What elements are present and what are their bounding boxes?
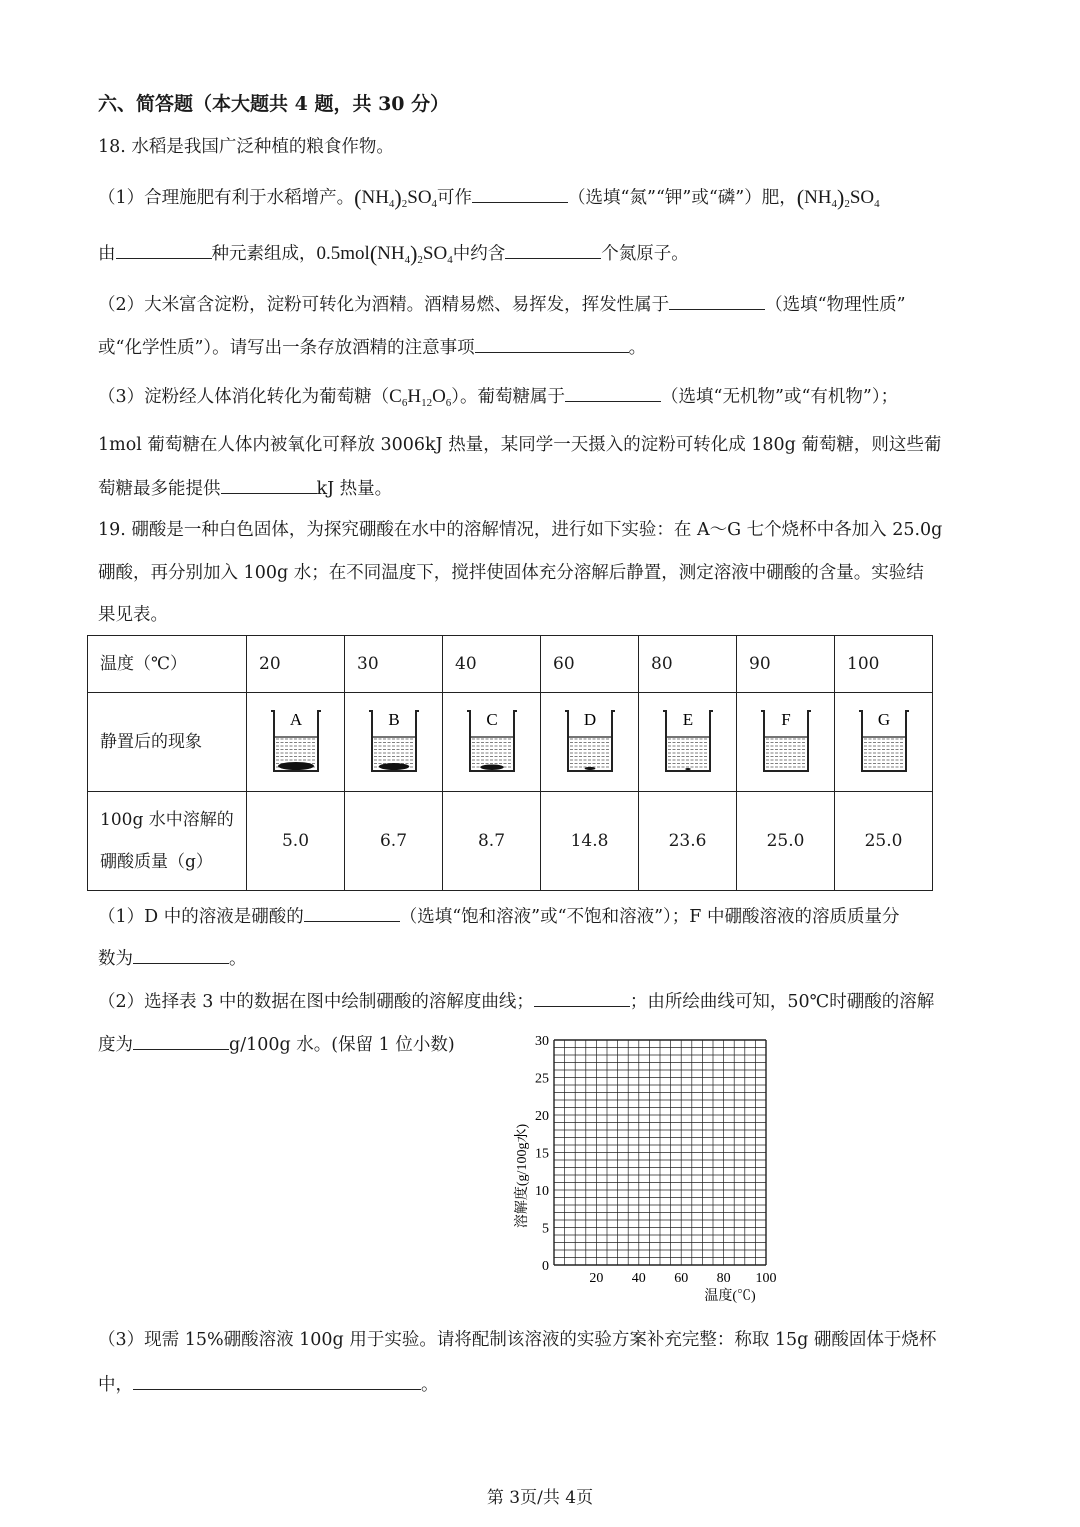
beaker-cell — [247, 693, 345, 792]
q18-part2-line1 — [98, 291, 906, 317]
text: 。 — [421, 1375, 439, 1395]
beaker-label: C — [485, 710, 498, 729]
q18-part3-line2: 1mol 葡萄糖在人体内被氧化可释放 3006kJ 热量，某同学一天摄入的淀粉可转化成 180g 葡萄糖，则这些葡 — [98, 435, 942, 455]
text: （2）大米富含淀粉，淀粉可转化为酒精。酒精易燃、易挥发，挥发性属于 — [98, 295, 670, 315]
q18-part2-line2 — [98, 334, 646, 360]
beaker-cell — [835, 693, 933, 792]
text: 度为 — [98, 1035, 133, 1055]
answer-blank-saturation[interactable] — [304, 903, 400, 922]
q18-part1-line1 — [98, 184, 880, 216]
q19-stem-line1: 19. 硼酸是一种白色固体，为探究硼酸在水中的溶解情况，进行如下实验：在 A～G 七个烧杯中各加入 25.0g — [98, 520, 943, 540]
mass-cell: 14.8 — [541, 792, 639, 891]
q19-part2-line1 — [98, 988, 934, 1014]
temp-cell: 30 — [345, 636, 443, 693]
text: 或“化学性质”）。请写出一条存放酒精的注意事项 — [98, 338, 475, 358]
text: （选填“饱和溶液”或“不饱和溶液”）；F 中硼酸溶液的溶质质量分 — [399, 907, 900, 927]
text: 个氮原子。 — [601, 244, 689, 264]
answer-blank-compound-type[interactable] — [565, 383, 661, 402]
answer-blank-nitrogen-atoms[interactable] — [505, 240, 601, 259]
temp-cell: 100 — [835, 636, 933, 693]
q19-part3-line1: （3）现需 15%硼酸溶液 100g 用于实验。请将配制该溶液的实验方案补充完整：称取 15g 硼酸固体于烧杯 — [98, 1330, 937, 1350]
beaker-label: B — [387, 710, 400, 729]
y-tick-label: 30 — [535, 1034, 549, 1049]
solubility-grid-chart[interactable] — [500, 1028, 800, 1308]
q18-part3-line1 — [98, 383, 898, 415]
text: kJ 热量。 — [316, 479, 393, 499]
text: （1）合理施肥有利于水稻增产。 — [98, 188, 355, 208]
beaker-label: A — [289, 710, 302, 729]
beaker-cell — [345, 693, 443, 792]
answer-blank-curve[interactable] — [534, 988, 630, 1007]
mass-cell: 5.0 — [247, 792, 345, 891]
beaker-cell — [443, 693, 541, 792]
text: ；由所绘曲线可知，50℃时硼酸的溶解 — [629, 992, 935, 1012]
text: ）。葡萄糖属于 — [451, 387, 566, 407]
answer-blank-mass-fraction[interactable] — [133, 945, 229, 964]
mass-cell: 25.0 — [737, 792, 835, 891]
row-header-temperature: 温度（℃） — [88, 636, 247, 693]
mass-cell: 23.6 — [639, 792, 737, 891]
y-tick-label: 0 — [542, 1259, 549, 1274]
q18-part1-line2 — [98, 240, 689, 272]
q18-stem: 18. 水稻是我国广泛种植的粮食作物。 — [98, 137, 394, 157]
answer-blank-property[interactable] — [669, 291, 765, 310]
temp-cell: 90 — [737, 636, 835, 693]
formula-ammonium-sulfate: $(NH_4)_2SO_4$ — [369, 241, 453, 266]
q18-part3-line3 — [98, 475, 392, 501]
mass-cell: 8.7 — [443, 792, 541, 891]
text: 种元素组成， — [211, 244, 317, 264]
solubility-table — [87, 635, 933, 891]
q19-part2-line2 — [98, 1031, 455, 1057]
answer-blank-heat[interactable] — [221, 475, 317, 494]
y-axis-label: 溶解度(g/100g水) — [515, 1123, 530, 1229]
text: 。 — [229, 949, 247, 969]
beaker-label: D — [583, 710, 596, 729]
y-tick-label: 20 — [535, 1109, 549, 1124]
x-tick-label: 80 — [716, 1271, 731, 1286]
table-row-mass — [88, 792, 933, 891]
text: 中约含 — [452, 244, 506, 264]
table-row-phenomenon — [88, 693, 933, 792]
text: 可作 — [437, 188, 473, 208]
row-header-phenomenon: 静置后的现象 — [88, 693, 247, 792]
text: （1）D 中的溶液是硼酸的 — [98, 907, 304, 927]
temp-cell: 60 — [541, 636, 639, 693]
q19-part1-line2 — [98, 945, 247, 971]
answer-blank-storage[interactable] — [475, 334, 629, 353]
text: （3）淀粉经人体消化转化为葡萄糖（ — [98, 387, 390, 407]
text: g/100g 水。(保留 1 位小数) — [229, 1035, 455, 1055]
text: 萄糖最多能提供 — [98, 479, 221, 499]
text: 数为 — [98, 949, 133, 969]
mass-cell: 6.7 — [345, 792, 443, 891]
answer-blank-solubility[interactable] — [133, 1031, 229, 1050]
table-row-temperature — [88, 636, 933, 693]
beaker-label: E — [682, 710, 693, 729]
precipitate — [584, 767, 595, 770]
y-tick-label: 25 — [535, 1071, 549, 1087]
temp-cell: 80 — [639, 636, 737, 693]
temp-cell: 40 — [443, 636, 541, 693]
q19-part1-line1 — [98, 903, 899, 929]
precipitate — [278, 762, 314, 770]
precipitate — [480, 764, 503, 770]
x-tick-label: 40 — [631, 1271, 646, 1286]
q19-stem-line2: 硼酸，再分别加入 100g 水；在不同温度下，搅拌使固体充分溶解后静置，测定溶液中硼酸的含量。实验结 — [98, 563, 924, 583]
beaker-e — [659, 707, 717, 777]
beaker-g — [855, 707, 913, 777]
beaker-c — [463, 707, 521, 777]
x-axis-label: 温度(℃) — [704, 1289, 756, 1304]
answer-blank-fertilizer[interactable] — [472, 184, 568, 203]
beaker-cell — [737, 693, 835, 792]
row-header-mass — [88, 792, 247, 891]
q19-part3-line2 — [98, 1371, 439, 1397]
beaker-d — [561, 707, 619, 777]
beaker-f — [757, 707, 815, 777]
formula-glucose: $C_6H_{12}O_6$ — [389, 386, 452, 409]
text: 由 — [98, 244, 116, 264]
formula-ammonium-sulfate: $(NH_4)_2SO_4$ — [796, 185, 880, 210]
section-title: 六、简答题（本大题共 4 题，共 30 分） — [98, 93, 450, 115]
precipitate — [685, 768, 690, 770]
page-footer: 第 3页/共 4页 — [486, 1488, 594, 1508]
beaker-cell — [541, 693, 639, 792]
x-tick-label: 60 — [674, 1271, 689, 1286]
mass-cell: 25.0 — [835, 792, 933, 891]
precipitate — [378, 763, 409, 770]
beaker-label: G — [877, 710, 890, 729]
q19-stem-line3: 果见表。 — [98, 605, 168, 625]
text: 硼酸质量（g） — [100, 852, 213, 872]
x-tick-label: 100 — [755, 1271, 777, 1286]
x-tick-label: 20 — [589, 1271, 604, 1286]
temp-cell: 20 — [247, 636, 345, 693]
text: （选填“物理性质” — [765, 295, 906, 315]
y-tick-label: 10 — [535, 1184, 549, 1199]
mol-amount: 0.5mol — [316, 243, 370, 264]
formula-ammonium-sulfate: $(NH_4)_2SO_4$ — [354, 185, 438, 210]
y-tick-label: 5 — [542, 1221, 549, 1237]
beaker-cell — [639, 693, 737, 792]
answer-blank-procedure[interactable] — [133, 1371, 421, 1390]
beaker-a — [267, 707, 325, 777]
text: （选填“无机物”或“有机物”）； — [661, 387, 899, 407]
text: 中， — [98, 1375, 133, 1395]
y-tick-label: 15 — [535, 1146, 549, 1162]
text: （选填“氮”“钾”或“磷”）肥， — [568, 188, 797, 208]
beaker-label: F — [780, 710, 791, 729]
beaker-b — [365, 707, 423, 777]
text: （2）选择表 3 中的数据在图中绘制硼酸的溶解度曲线； — [98, 992, 534, 1012]
text: 100g 水中溶解的 — [100, 810, 234, 830]
answer-blank-element-count[interactable] — [116, 240, 212, 259]
text: 。 — [628, 338, 647, 358]
